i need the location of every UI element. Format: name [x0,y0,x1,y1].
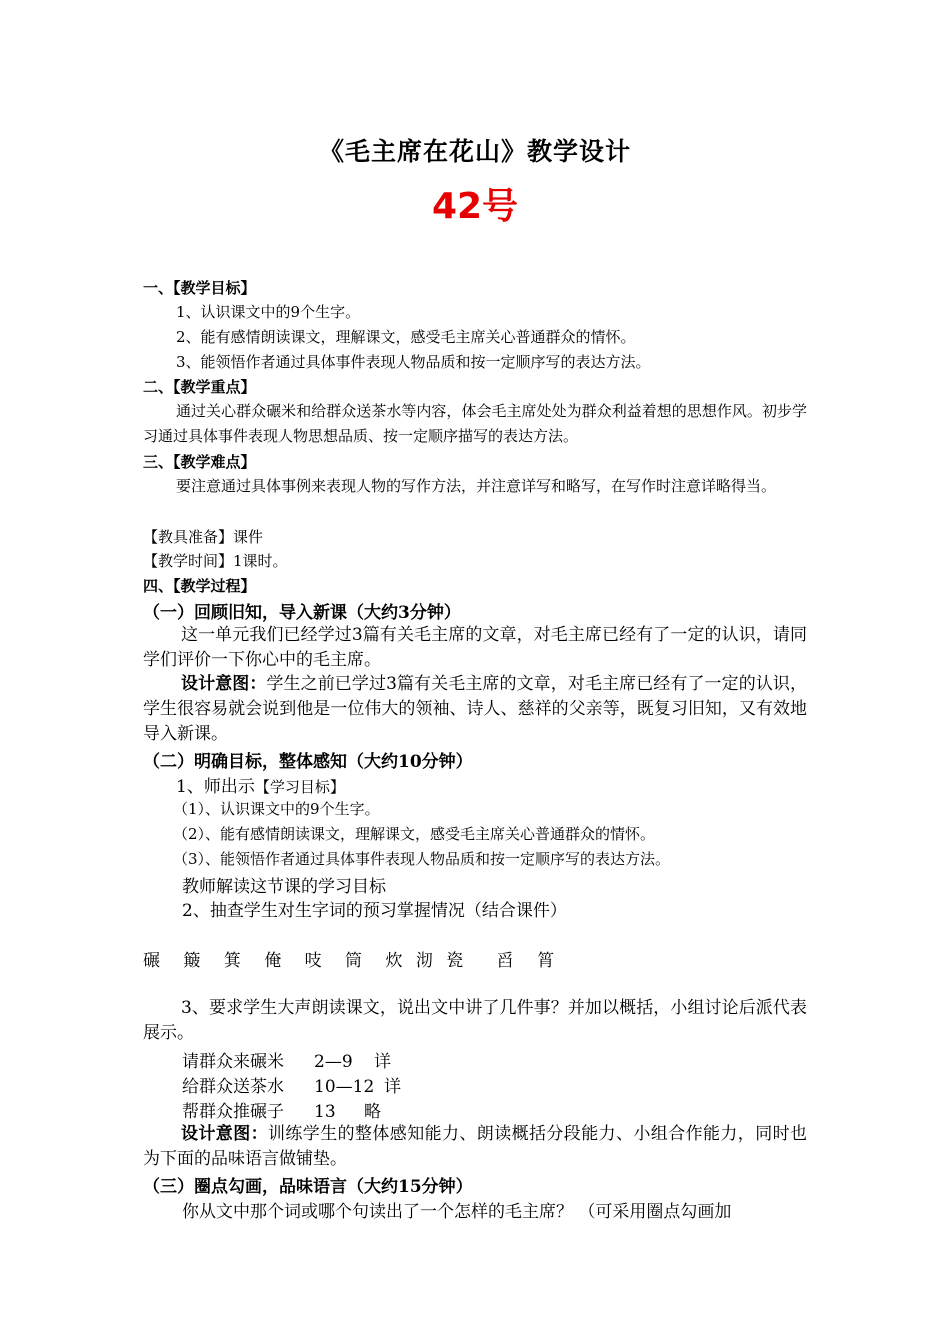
goal-explain: 教师解读这节课的学习目标 [182,877,386,897]
intent-label: 设计意图： [181,1124,268,1144]
part2-step1 [176,772,345,797]
event-name: 帮群众推碾子 [182,1102,284,1122]
event-detail: 略 [364,1102,381,1122]
event-name: 给群众送茶水 [182,1077,284,1097]
vocab-char: 吱 [304,951,322,971]
vocab-char: 俺 [264,951,282,971]
event-row [182,1072,401,1097]
part1-heading: （一）回顾旧知，导入新课（大约3分钟） [143,603,461,623]
learning-goal: （1）、认识课文中的9个生字。 [173,800,380,818]
document-number: 42号 [431,186,519,227]
step1-suffix: 【学习目标】 [254,778,345,796]
part3-heading: （三）圈点勾画，品味语言（大约15分钟） [143,1177,473,1197]
event-detail: 详 [384,1077,401,1097]
learning-goal: （2）、能有感情朗读课文，理解课文，感受毛主席关心普通群众的情怀。 [173,825,656,843]
part2-step2: 2、抽查学生对生字词的预习掌握情况（结合课件） [182,901,567,921]
event-name: 请群众来碾米 [182,1052,284,1072]
goal-item: 1、认识课文中的9个生字。 [176,303,361,321]
teaching-aids: 【教具准备】课件 [143,528,264,546]
intent-text: 学生之前已学过3篇有关毛主席的文章，对毛主席已经有了一定的认识，学生很容易就会说到他是一位伟大的领袖、诗人、慈祥的父亲等，既复习旧知，又有效地导入新课。 [143,674,807,744]
section-heading-process: 四、【教学过程】 [143,577,256,595]
event-range: 2—9 [314,1052,353,1072]
vocab-char: 筲 [537,951,555,971]
document-title: 《毛主席在花山》教学设计 [318,137,631,166]
event-row [182,1097,381,1122]
section-heading-goals: 一、【教学目标】 [143,279,256,297]
goal-item: 3、能领悟作者通过具体事件表现人物品质和按一定顺序写的表达方法。 [176,353,651,371]
vocab-char: 筒 [345,951,363,971]
part1-intent [143,672,807,747]
vocab-char: 箕 [223,951,241,971]
vocab-char: 舀 [496,951,514,971]
part3-paragraph: 你从文中那个词或哪个句读出了一个怎样的毛主席？ （可采用圈点勾画加 [182,1202,732,1222]
vocab-char: 沏 [415,951,433,971]
teaching-time: 【教学时间】1课时。 [143,552,288,570]
vocab-char: 簸 [183,951,201,971]
step1-prefix: 1、师出示 [176,777,255,797]
event-range: 10—12 [314,1077,375,1097]
vocab-char: 碾 [143,951,160,971]
part2-heading: （二）明确目标，整体感知（大约10分钟） [143,752,473,772]
part2-step3: 3、要求学生大声朗读课文，说出文中讲了几件事？并加以概括，小组讨论后派代表展示。 [143,998,807,1043]
intent-label: 设计意图： [181,674,267,694]
vocabulary-characters [143,946,572,971]
part2-intent [143,1122,807,1172]
vocab-char: 瓷 [446,951,464,971]
part1-paragraph: 这一单元我们已经学过3篇有关毛主席的文章，对毛主席已经有了一定的认识，请同学们评价一下你心中的毛主席。 [143,625,807,670]
learning-goal: （3）、能领悟作者通过具体事件表现人物品质和按一定顺序写的表达方法。 [173,850,671,868]
intent-text: 训练学生的整体感知能力、朗读概括分段能力、小组合作能力，同时也为下面的品味语言做铺垫。 [143,1124,807,1169]
event-detail: 详 [374,1052,391,1072]
section-heading-focus: 二、【教学重点】 [143,378,256,396]
event-row [182,1047,391,1072]
section-heading-difficulty: 三、【教学难点】 [143,453,256,471]
goal-item: 2、能有感情朗读课文，理解课文，感受毛主席关心普通群众的情怀。 [176,328,636,346]
event-range: 13 [314,1102,336,1122]
difficulty-paragraph: 要注意通过具体事例来表现人物的写作方法，并注意详写和略写，在写作时注意详略得当。 [176,477,777,495]
vocab-char: 炊 [385,951,403,971]
focus-paragraph: 通过关心群众碾米和给群众送茶水等内容，体会毛主席处处为群众利益着想的思想作风。初步学习通过具体事件表现人物思想品质、按一定顺序描写的表达方法。 [143,402,807,445]
